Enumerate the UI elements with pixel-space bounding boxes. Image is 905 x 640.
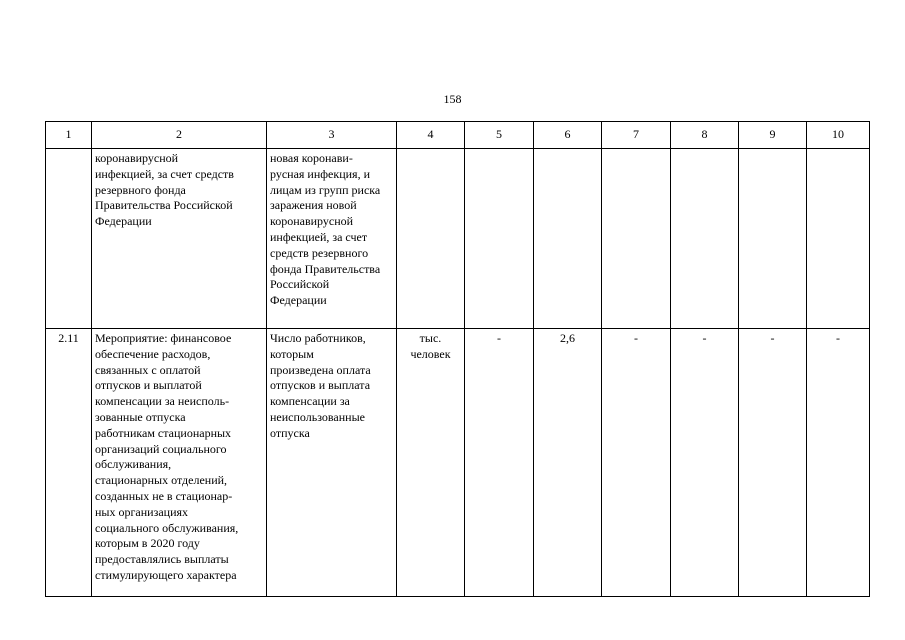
cell-value-8 [671,149,739,329]
cell-value-10 [807,149,870,329]
header-row [46,122,870,149]
cell-unit: тыс. человек [397,329,465,597]
column-header-10: 10 [807,122,870,149]
cell-value-6 [534,149,602,329]
cell-indicator: новая коронави- русная инфекция, и лицам из групп риска заражения новой коронавирусной инфекцией, за счет средств резервного фонда Правительства Российской Федерации [267,149,397,329]
cell-value-5 [465,149,534,329]
cell-description: коронавирусной инфекцией, за счет средств резервного фонда Правительства Российской Федерации [92,149,267,329]
column-header-6: 6 [534,122,602,149]
cell-value-5: - [465,329,534,597]
cell-value-8: - [671,329,739,597]
page-number: 158 [443,92,462,106]
cell-description: Мероприятие: финансовое обеспечение расходов, связанных с оплатой отпусков и выплатой компенсации за неисполь- зованные отпуска работникам стационарных организаций социального обслуживания, стационарных отделений, созданных не в стационар- ных организациях социального обслуживания, которым в 2020 году предоставлялись выплаты стимулирующего характера [92,329,267,597]
cell-value-9: - [739,329,807,597]
cell-indicator: Число работников, которым произведена оплата отпусков и выплата компенсации за неиспользованные отпуска [267,329,397,597]
column-header-5: 5 [465,122,534,149]
cell-value-10: - [807,329,870,597]
column-header-9: 9 [739,122,807,149]
cell-value-7 [602,149,671,329]
column-header-4: 4 [397,122,465,149]
cell-value-6: 2,6 [534,329,602,597]
column-header-7: 7 [602,122,671,149]
cell-number [46,149,92,329]
column-header-1: 1 [46,122,92,149]
cell-unit [397,149,465,329]
cell-value-7: - [602,329,671,597]
column-header-3: 3 [267,122,397,149]
cell-number: 2.11 [46,329,92,597]
column-header-8: 8 [671,122,739,149]
table-row [46,149,870,329]
data-table [45,121,870,597]
column-header-2: 2 [92,122,267,149]
table-row [46,329,870,597]
cell-value-9 [739,149,807,329]
